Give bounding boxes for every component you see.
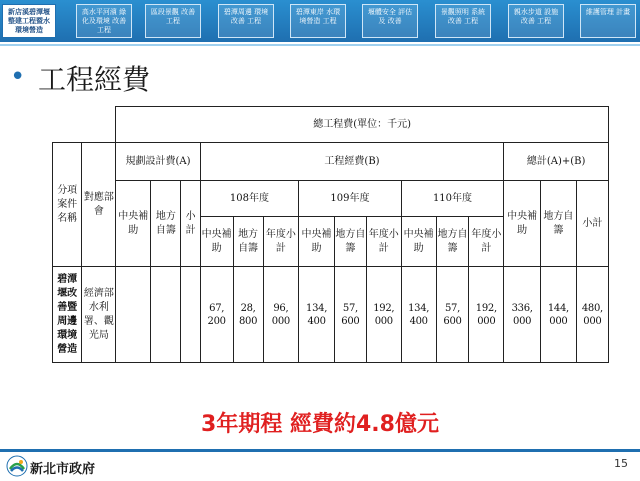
cell-dept: 經濟部水利署、觀光局 [82, 267, 116, 363]
header-109-subtotal: 年度小計 [366, 217, 401, 267]
cell-108-local: 28, 800 [233, 267, 263, 363]
header-109-central: 中央補助 [299, 217, 335, 267]
budget-table [52, 106, 609, 363]
footer-divider [0, 449, 640, 452]
cell-109-subtotal: 192, 000 [366, 267, 401, 363]
cell-108-subtotal: 96, 000 [263, 267, 299, 363]
header-total: 總工程費(單位：千元) [116, 107, 609, 143]
header-109-local: 地方自籌 [334, 217, 366, 267]
nav-tab-0[interactable]: 新店溪碧潭堰 整建工程暨水 環境營造 [2, 4, 56, 38]
header-sum-local: 地方自籌 [540, 181, 576, 267]
header-planning: 規劃設計費(A) [116, 143, 200, 181]
cell-sum-subtotal: 480, 000 [576, 267, 608, 363]
header-divider [0, 44, 640, 46]
nav-tab-2[interactable]: 區段景觀 改善工程 [145, 4, 201, 38]
header-108-central: 中央補助 [200, 217, 233, 267]
header-dept: 對應部會 [82, 143, 116, 267]
cell-plan-subtotal [181, 267, 200, 363]
cell-110-local: 57, 600 [436, 267, 469, 363]
cell-sum-local: 144, 000 [540, 267, 576, 363]
nav-tab-1[interactable]: 高水平河濱 綠化及環境 改善工程 [76, 4, 132, 38]
cell-plan-central [116, 267, 151, 363]
header-category: 分項案件名稱 [53, 143, 82, 267]
cell-sum-central: 336, 000 [504, 267, 541, 363]
nav-tab-3[interactable]: 碧潭周邊 環境改善 工程 [218, 4, 274, 38]
header-year-108: 108年度 [200, 181, 298, 217]
blank-corner [53, 107, 116, 143]
cell-name: 碧潭堰改善暨周邊環境營造 [53, 267, 82, 363]
cell-plan-local [151, 267, 181, 363]
nav-tab-5[interactable]: 堰體安全 評估及 改善 [362, 4, 418, 38]
header-110-subtotal: 年度小計 [469, 217, 504, 267]
logo-text: 新北市政府 [30, 462, 96, 477]
cell-109-local: 57, 600 [334, 267, 366, 363]
slide-title: 工程經費 [38, 63, 151, 96]
cell-110-subtotal: 192, 000 [469, 267, 504, 363]
header-110-local: 地方自籌 [436, 217, 469, 267]
header-plan-central: 中央補助 [116, 181, 151, 267]
header-plan-subtotal: 小計 [181, 181, 200, 267]
page-number: 15 [614, 457, 628, 470]
nav-tab-4[interactable]: 碧潭東岸 水環境營造 工程 [290, 4, 346, 38]
header-108-local: 地方自籌 [233, 217, 263, 267]
header-108-subtotal: 年度小計 [263, 217, 299, 267]
header-sum-subtotal: 小計 [576, 181, 608, 267]
title-bullet: • [10, 62, 26, 92]
government-logo [6, 455, 126, 477]
header-year-109: 109年度 [299, 181, 402, 217]
nav-tab-8[interactable]: 維護管理 計畫 [580, 4, 636, 38]
top-navigation-bar [0, 0, 640, 42]
header-year-110: 110年度 [401, 181, 504, 217]
nav-tab-6[interactable]: 景觀照明 系統改善 工程 [435, 4, 491, 38]
header-sum-central: 中央補助 [504, 181, 541, 267]
cell-109-central: 134, 400 [299, 267, 335, 363]
header-110-central: 中央補助 [401, 217, 436, 267]
cell-108-central: 67, 200 [200, 267, 233, 363]
header-sum: 總計(A)+(B) [504, 143, 609, 181]
new-taipei-logo-icon [6, 455, 28, 477]
cell-110-central: 134, 400 [401, 267, 436, 363]
budget-summary: 3年期程 經費約4.8億元 [201, 412, 439, 437]
table-row [53, 267, 609, 363]
header-plan-local: 地方自籌 [151, 181, 181, 267]
header-engineering: 工程經費(B) [200, 143, 504, 181]
budget-table-container [52, 106, 609, 362]
nav-tab-7[interactable]: 親水步道 設施改善 工程 [508, 4, 564, 38]
